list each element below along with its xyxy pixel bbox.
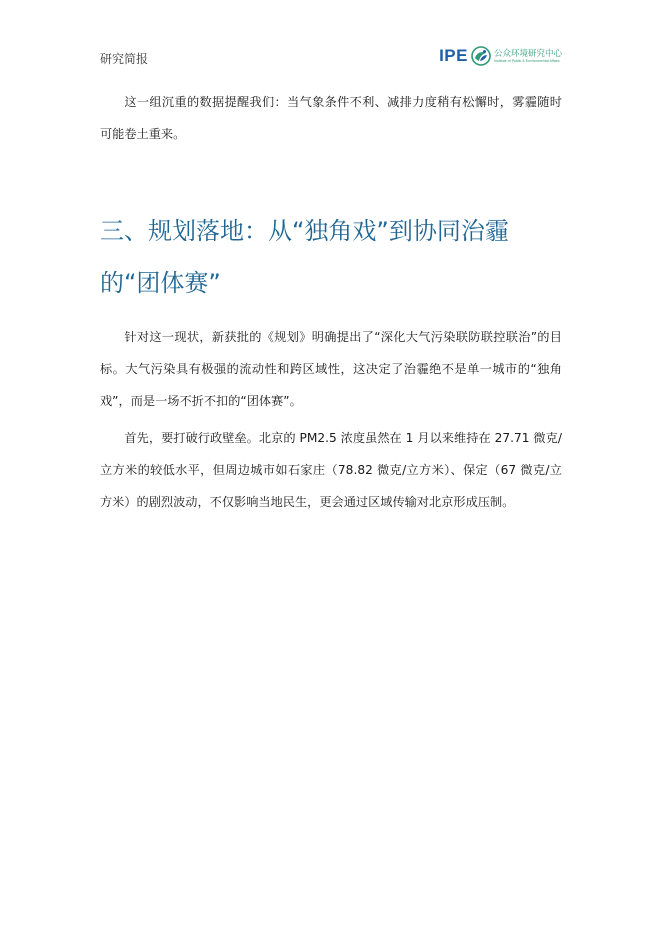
ipe-logo <box>439 46 562 66</box>
report-type-label: 研究简报 <box>100 52 149 66</box>
document-body <box>100 86 562 518</box>
logo-name-cn: 公众环境研究中心 <box>493 48 562 59</box>
ipe-logo-icon <box>471 46 491 66</box>
logo-wordmark: IPE <box>439 46 468 65</box>
logo-text-block <box>494 49 562 64</box>
body-paragraph: 针对这一现状，新获批的《规划》明确提出了“深化大气污染联防联控联治”的目标。大气污染具有极强的流动性和跨区域性，这决定了治霾绝不是单一城市的“独角戏”，而是一场不折不扣的“团体赛”。 <box>100 330 562 408</box>
body-paragraph: 首先，要打破行政壁垒。北京的 PM2.5 浓度虽然在 1 月以来维持在 27.71 微克/立方米的较低水平，但周边城市如石家庄（78.82 微克/立方米）、保定（67 微克/立方米）的剧烈波动，不仅影响当地民生，更会通过区域传输对北京形成压制。 <box>100 431 562 509</box>
section-heading: 三、规划落地：从“独角戏”到协同治霾的“团体赛” <box>100 217 509 297</box>
intro-paragraph: 这一组沉重的数据提醒我们：当气象条件不利、减排力度稍有松懈时，雾霾随时可能卷土重来。 <box>100 95 562 141</box>
logo-name-en: Institute of Public & Environmental Affairs <box>493 58 560 63</box>
page-header <box>100 46 562 74</box>
